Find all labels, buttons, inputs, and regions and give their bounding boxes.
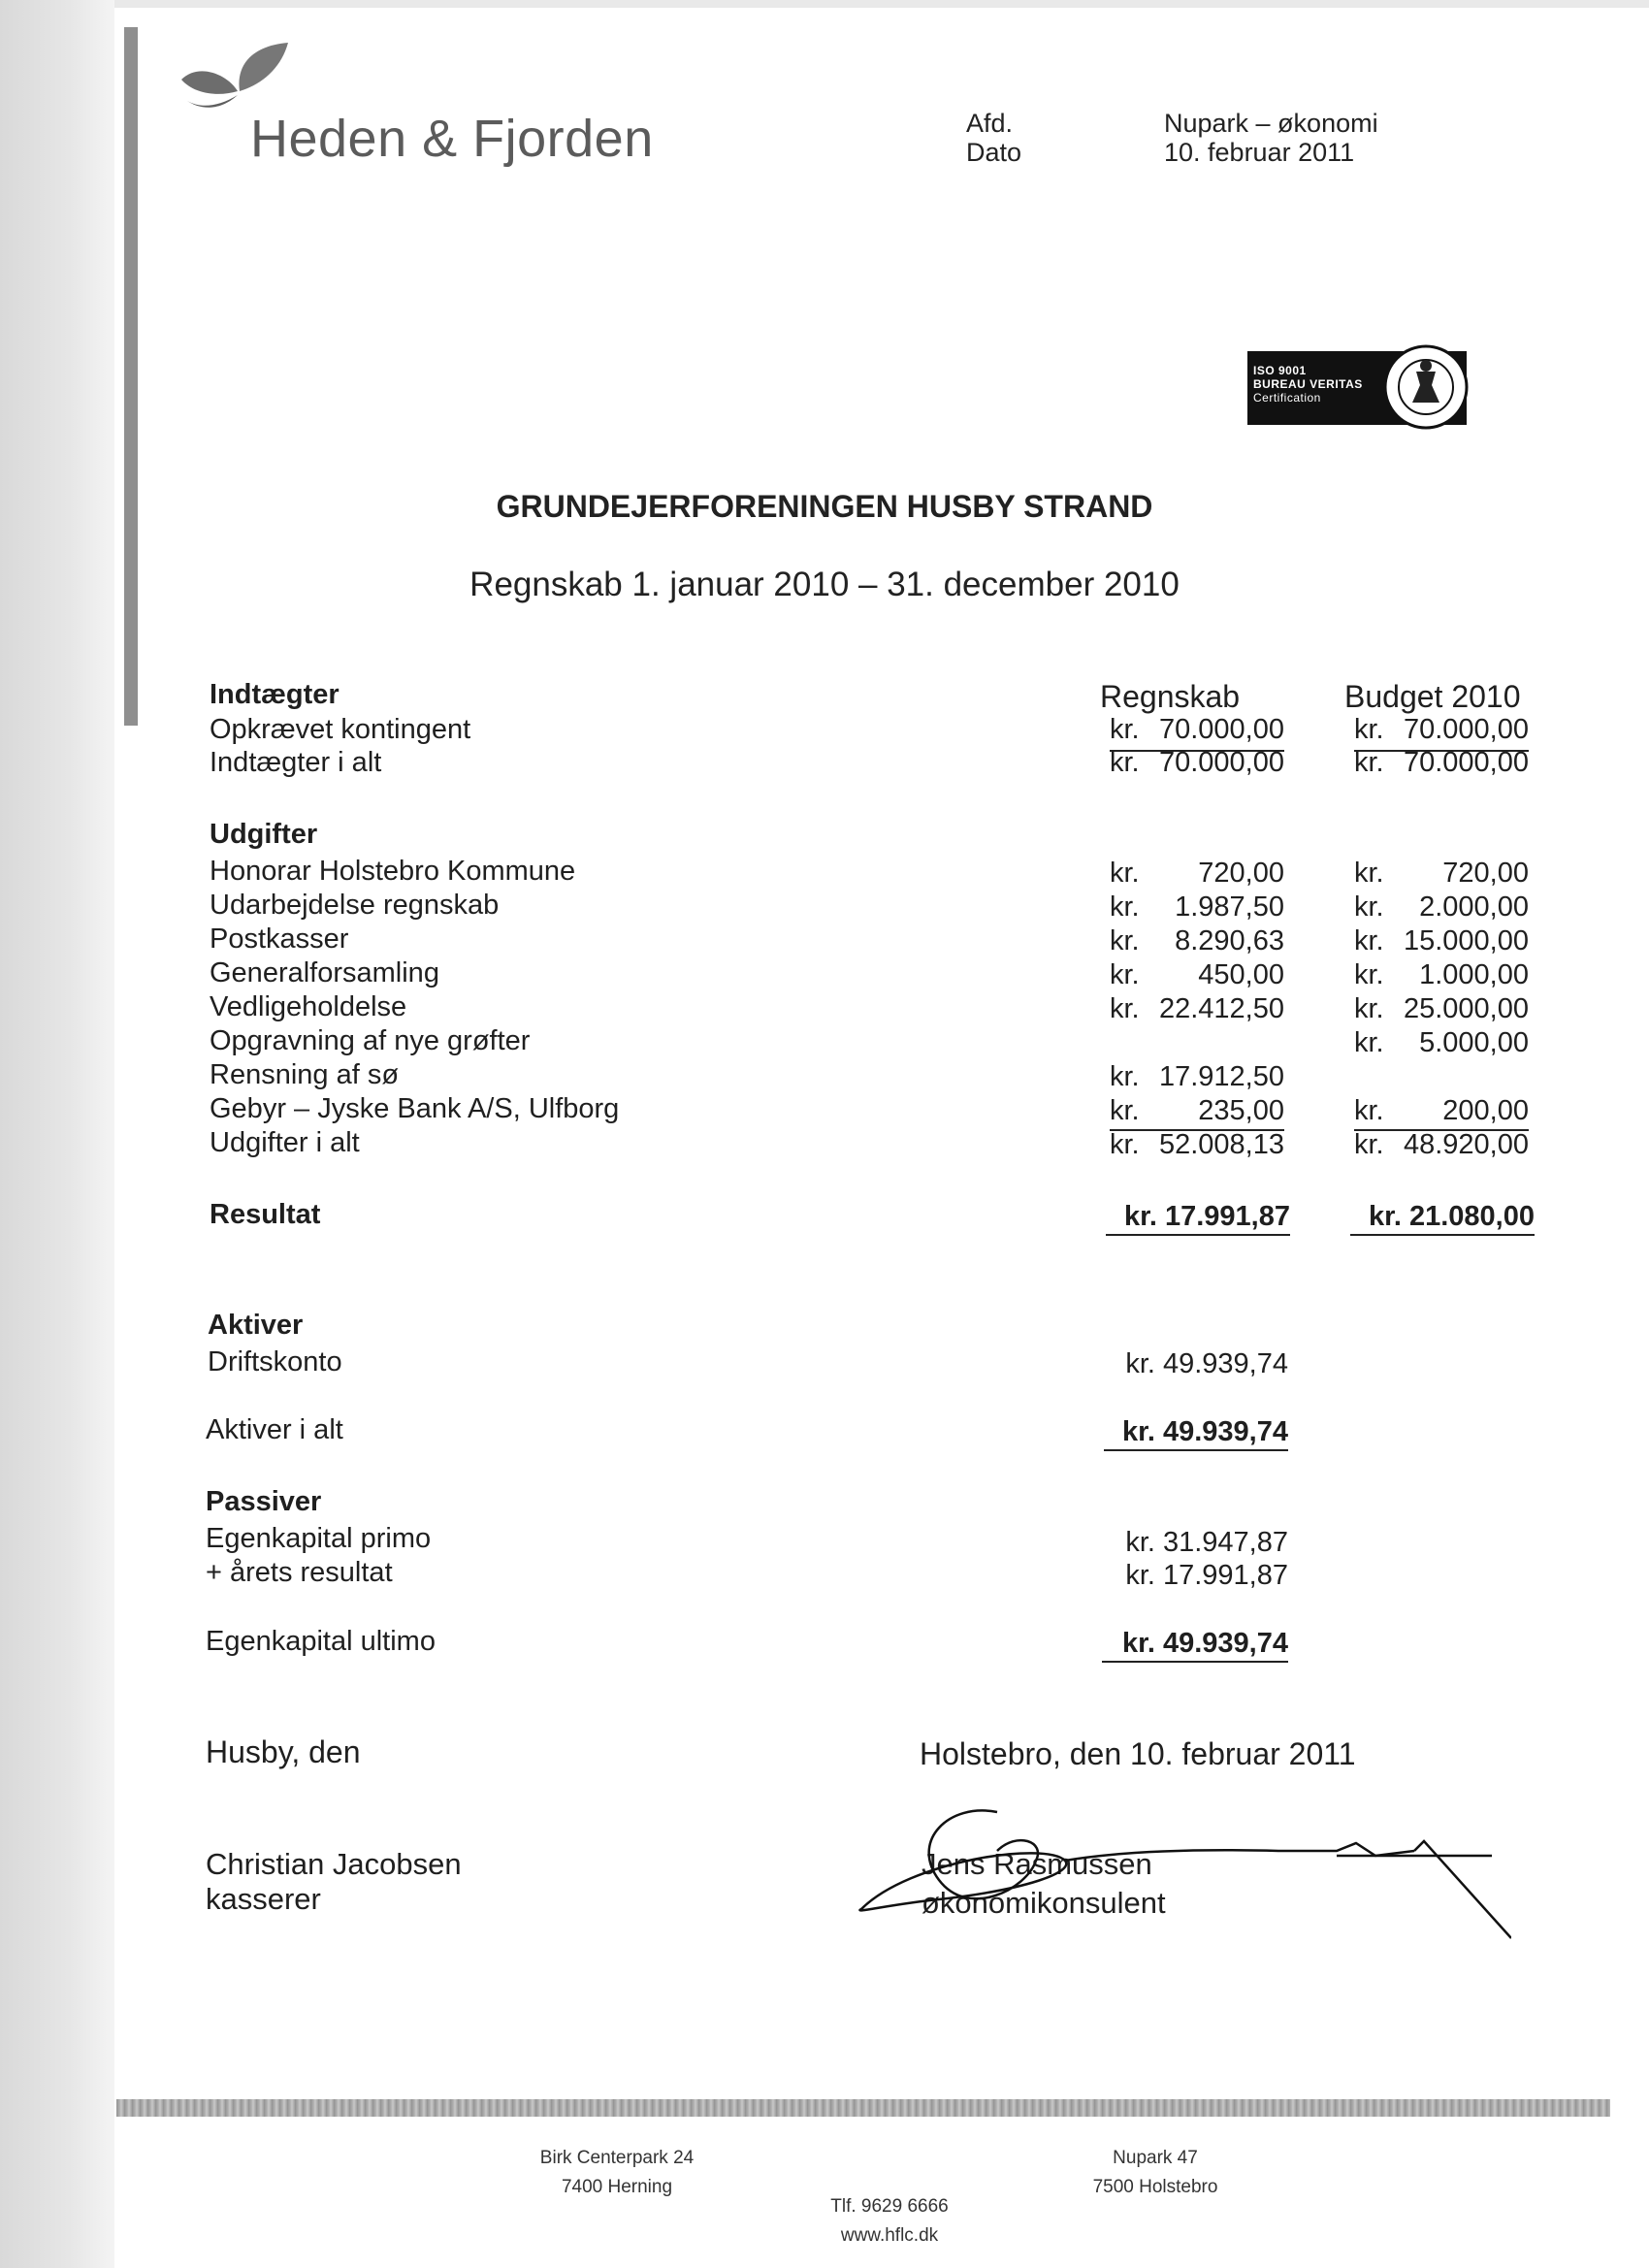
expense-row-regnskab: kr. 8.290,63 bbox=[1110, 925, 1284, 956]
expense-total-label: Udgifter i alt bbox=[210, 1127, 360, 1158]
dato-value: 10. februar 2011 bbox=[1164, 138, 1355, 167]
income-total-regnskab: kr. 70.000,00 bbox=[1110, 747, 1284, 778]
expense-row-label: Honorar Holstebro Kommune bbox=[210, 856, 576, 887]
expense-row-label: Postkasser bbox=[210, 923, 349, 955]
assets-total-value: kr. 49.939,74 bbox=[1104, 1416, 1288, 1451]
expense-row-budget: kr. 5.000,00 bbox=[1354, 1027, 1529, 1058]
signature-right-title: økonomikonsulent bbox=[922, 1886, 1166, 1920]
driftskonto-value: kr. 49.939,74 bbox=[1125, 1348, 1288, 1379]
equity-primo-value: kr. 31.947,87 bbox=[1125, 1527, 1288, 1558]
section-heading-income: Indtægter bbox=[210, 679, 340, 710]
footer-divider bbox=[116, 2099, 1610, 2117]
footer-address-herning: Birk Centerpark 24 7400 Herning bbox=[539, 2148, 695, 2197]
scan-edge-top bbox=[0, 0, 1649, 8]
signature-right-name: Jens Rasmussen bbox=[922, 1847, 1152, 1881]
income-total-label: Indtægter i alt bbox=[210, 747, 382, 778]
expense-row-label: Vedligeholdelse bbox=[210, 991, 407, 1022]
year-result-value: kr. 17.991,87 bbox=[1125, 1560, 1288, 1591]
afd-value: Nupark – økonomi bbox=[1164, 109, 1378, 138]
expense-row-budget: kr. 15.000,00 bbox=[1354, 925, 1529, 956]
certification-text: ISO 9001 BUREAU VERITAS Certification bbox=[1253, 364, 1363, 405]
expense-row-budget: kr. 720,00 bbox=[1354, 858, 1529, 889]
footer-address-holstebro: Nupark 47 7500 Holstebro bbox=[1092, 2148, 1218, 2197]
expense-row-label: Udarbejdelse regnskab bbox=[210, 890, 500, 921]
expense-row-budget: kr. 2.000,00 bbox=[1354, 891, 1529, 923]
signature-left-title: kasserer bbox=[206, 1882, 321, 1916]
scan-edge-left bbox=[0, 0, 114, 2268]
footer-contact: Tlf. 9629 6666 www.hflc.dk bbox=[830, 2196, 949, 2246]
result-label: Resultat bbox=[210, 1199, 321, 1230]
equity-primo-label: Egenkapital primo bbox=[206, 1523, 432, 1554]
expense-row-budget: kr. 25.000,00 bbox=[1354, 993, 1529, 1024]
expense-row-label: Gebyr – Jyske Bank A/S, Ulfborg bbox=[210, 1093, 620, 1124]
dato-label: Dato bbox=[966, 138, 1022, 167]
section-heading-expenses: Udgifter bbox=[210, 819, 318, 850]
expense-row-label: Generalforsamling bbox=[210, 957, 439, 988]
equity-ultimo-value: kr. 49.939,74 bbox=[1102, 1628, 1288, 1663]
expense-row-label: Opgravning af nye grøfter bbox=[210, 1025, 531, 1056]
section-heading-assets: Aktiver bbox=[208, 1310, 304, 1341]
assets-total-label: Aktiver i alt bbox=[206, 1414, 343, 1445]
margin-bar bbox=[124, 27, 138, 726]
signature-right-place: Holstebro, den 10. februar 2011 bbox=[920, 1736, 1356, 1771]
year-result-label: + årets resultat bbox=[206, 1557, 393, 1588]
company-logo-text: Heden & Fjorden bbox=[250, 110, 654, 168]
expense-total-budget: kr. 48.920,00 bbox=[1354, 1129, 1529, 1160]
expense-row-budget: kr. 200,00 bbox=[1354, 1095, 1529, 1131]
income-total-budget: kr. 70.000,00 bbox=[1354, 747, 1529, 778]
expense-row-regnskab: kr. 235,00 bbox=[1110, 1095, 1284, 1131]
signature-left-place: Husby, den bbox=[206, 1734, 361, 1769]
expense-total-regnskab: kr. 52.008,13 bbox=[1110, 1129, 1284, 1160]
result-budget: kr. 21.080,00 bbox=[1350, 1201, 1535, 1236]
expense-row-regnskab: kr. 1.987,50 bbox=[1110, 891, 1284, 923]
result-regnskab: kr. 17.991,87 bbox=[1106, 1201, 1290, 1236]
expense-row-regnskab: kr. 720,00 bbox=[1110, 858, 1284, 889]
bureau-veritas-seal-icon bbox=[1381, 335, 1471, 439]
document-title: GRUNDEJERFORENINGEN HUSBY STRAND bbox=[496, 489, 1153, 524]
handwritten-signature bbox=[832, 1802, 1511, 1958]
expense-row-regnskab: kr. 17.912,50 bbox=[1110, 1061, 1284, 1092]
income-row-regnskab: kr. 70.000,00 bbox=[1110, 714, 1284, 752]
expense-row-label: Rensning af sø bbox=[210, 1059, 400, 1090]
expense-row-budget: kr. 1.000,00 bbox=[1354, 959, 1529, 990]
afd-label: Afd. bbox=[966, 109, 1014, 138]
signature-left-name: Christian Jacobsen bbox=[206, 1847, 462, 1881]
column-header-regnskab: Regnskab bbox=[1100, 679, 1241, 714]
expense-row-regnskab: kr. 450,00 bbox=[1110, 959, 1284, 990]
income-row-label: Opkrævet kontingent bbox=[210, 714, 471, 745]
expense-row-regnskab: kr. 22.412,50 bbox=[1110, 993, 1284, 1024]
driftskonto-label: Driftskonto bbox=[208, 1346, 342, 1377]
document-subtitle: Regnskab 1. januar 2010 – 31. december 2010 bbox=[469, 566, 1180, 603]
income-row-budget: kr. 70.000,00 bbox=[1354, 714, 1529, 752]
equity-ultimo-label: Egenkapital ultimo bbox=[206, 1626, 436, 1657]
section-heading-liabilities: Passiver bbox=[206, 1486, 322, 1517]
column-header-budget: Budget 2010 bbox=[1344, 679, 1521, 714]
